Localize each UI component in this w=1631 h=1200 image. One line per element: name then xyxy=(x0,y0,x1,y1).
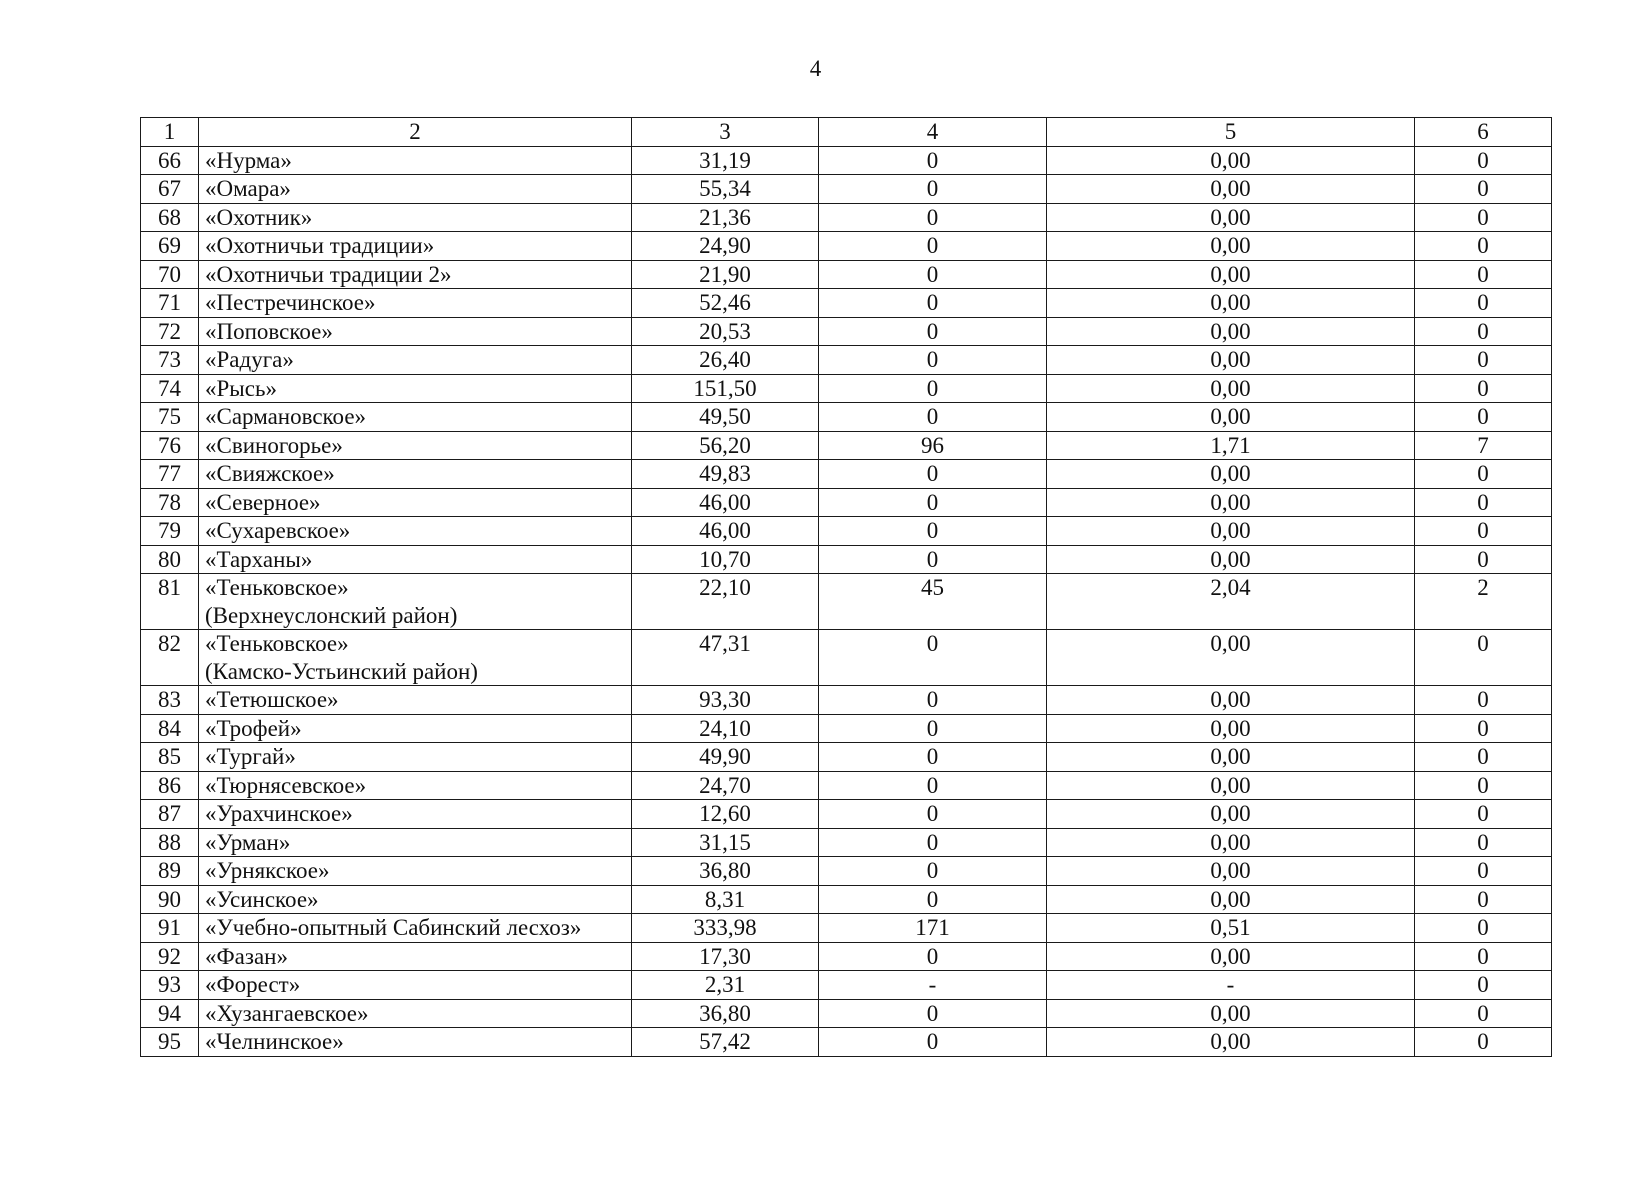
col3-cell: 31,15 xyxy=(632,828,819,857)
row-number-cell: 74 xyxy=(141,374,199,403)
name-cell xyxy=(199,289,632,318)
col6-cell: 0 xyxy=(1415,374,1552,403)
col6-cell: 0 xyxy=(1415,317,1552,346)
table-row xyxy=(141,800,1552,829)
row-number-cell: 87 xyxy=(141,800,199,829)
table-row xyxy=(141,431,1552,460)
table-row xyxy=(141,1028,1552,1057)
name-cell xyxy=(199,403,632,432)
name-line: «Охотничьи традиции 2» xyxy=(205,261,452,287)
col5-cell: 0,00 xyxy=(1047,828,1415,857)
col4-cell: 0 xyxy=(819,517,1047,546)
name-cell xyxy=(199,374,632,403)
row-number-cell: 94 xyxy=(141,999,199,1028)
col6-cell: 0 xyxy=(1415,203,1552,232)
name-cell xyxy=(199,460,632,489)
col3-cell: 49,83 xyxy=(632,460,819,489)
row-number-cell: 91 xyxy=(141,914,199,943)
row-number-cell: 83 xyxy=(141,686,199,715)
col4-cell: 0 xyxy=(819,942,1047,971)
col4-cell: 0 xyxy=(819,260,1047,289)
name-cell xyxy=(199,800,632,829)
row-number-cell: 78 xyxy=(141,488,199,517)
col3-cell: 10,70 xyxy=(632,545,819,574)
name-cell xyxy=(199,971,632,1000)
row-number-cell: 84 xyxy=(141,714,199,743)
row-number-cell: 72 xyxy=(141,317,199,346)
col4-cell: 0 xyxy=(819,232,1047,261)
col3-cell: 55,34 xyxy=(632,175,819,204)
col3-cell: 57,42 xyxy=(632,1028,819,1057)
name-cell xyxy=(199,1028,632,1057)
row-number-cell: 93 xyxy=(141,971,199,1000)
name-line: «Хузангаевское» xyxy=(205,1000,369,1026)
col4-cell: 0 xyxy=(819,175,1047,204)
table-header-row xyxy=(141,118,1552,147)
col4-cell: 0 xyxy=(819,1028,1047,1057)
name-line: «Фазан» xyxy=(205,943,288,969)
col5-cell: 0,00 xyxy=(1047,403,1415,432)
col6-cell: 0 xyxy=(1415,403,1552,432)
row-number-cell: 80 xyxy=(141,545,199,574)
col5-cell: 0,00 xyxy=(1047,714,1415,743)
col6-cell: 0 xyxy=(1415,289,1552,318)
col4-cell: 0 xyxy=(819,460,1047,489)
col3-cell: 56,20 xyxy=(632,431,819,460)
name-line: «Форест» xyxy=(205,972,301,997)
col3-cell: 24,90 xyxy=(632,232,819,261)
name-line: «Тетюшское» xyxy=(205,687,339,712)
col6-cell: 0 xyxy=(1415,260,1552,289)
col5-cell: 0,00 xyxy=(1047,517,1415,546)
col4-cell: 0 xyxy=(819,346,1047,375)
col5-cell: 0,00 xyxy=(1047,175,1415,204)
row-number-cell: 86 xyxy=(141,771,199,800)
col3-cell: 12,60 xyxy=(632,800,819,829)
table-row xyxy=(141,771,1552,800)
table-row xyxy=(141,289,1552,318)
table-row xyxy=(141,545,1552,574)
table-row xyxy=(141,488,1552,517)
name-line: «Тургай» xyxy=(205,744,296,769)
row-number-cell: 81 xyxy=(141,574,199,630)
header-cell-6: 6 xyxy=(1415,118,1552,147)
row-number-cell: 82 xyxy=(141,630,199,686)
col3-cell: 36,80 xyxy=(632,999,819,1028)
table-row xyxy=(141,203,1552,232)
col6-cell: 0 xyxy=(1415,517,1552,546)
table-row xyxy=(141,885,1552,914)
col4-cell: 0 xyxy=(819,743,1047,772)
row-number-cell: 88 xyxy=(141,828,199,857)
col3-cell: 21,36 xyxy=(632,203,819,232)
name-line: «Пестречинское» xyxy=(205,290,376,315)
col6-cell: 0 xyxy=(1415,942,1552,971)
row-number-cell: 89 xyxy=(141,857,199,886)
col4-cell: 45 xyxy=(819,574,1047,630)
col4-cell: 0 xyxy=(819,403,1047,432)
row-number-cell: 90 xyxy=(141,885,199,914)
col4-cell: 0 xyxy=(819,885,1047,914)
name-line: «Сармановское» xyxy=(205,404,367,429)
name-cell xyxy=(199,942,632,971)
name-cell xyxy=(199,885,632,914)
name-cell xyxy=(199,175,632,204)
col5-cell: 0,00 xyxy=(1047,1028,1415,1057)
col3-cell: 93,30 xyxy=(632,686,819,715)
col5-cell: 0,00 xyxy=(1047,289,1415,318)
table-row xyxy=(141,743,1552,772)
table-row xyxy=(141,175,1552,204)
row-number-cell: 79 xyxy=(141,517,199,546)
name-line: «Сухаревское» xyxy=(205,518,351,543)
col6-cell: 0 xyxy=(1415,971,1552,1000)
header-cell-1: 1 xyxy=(141,118,199,147)
col6-cell: 0 xyxy=(1415,800,1552,829)
table-body xyxy=(141,118,1552,1057)
col5-cell: 0,51 xyxy=(1047,914,1415,943)
col3-cell: 31,19 xyxy=(632,146,819,175)
col5-cell: 0,00 xyxy=(1047,942,1415,971)
row-number-cell: 85 xyxy=(141,743,199,772)
name-line: «Челнинское» xyxy=(205,1029,344,1054)
col5-cell: 0,00 xyxy=(1047,232,1415,261)
table-row xyxy=(141,517,1552,546)
col4-cell: 0 xyxy=(819,771,1047,800)
col3-cell: 17,30 xyxy=(632,942,819,971)
col4-cell: 0 xyxy=(819,488,1047,517)
col3-cell: 24,70 xyxy=(632,771,819,800)
col6-cell: 0 xyxy=(1415,714,1552,743)
row-number-cell: 73 xyxy=(141,346,199,375)
name-cell xyxy=(199,714,632,743)
col5-cell: - xyxy=(1047,971,1415,1000)
col4-cell: 0 xyxy=(819,999,1047,1028)
col6-cell: 0 xyxy=(1415,999,1552,1028)
row-number-cell: 71 xyxy=(141,289,199,318)
col3-cell: 46,00 xyxy=(632,517,819,546)
col5-cell: 0,00 xyxy=(1047,146,1415,175)
col6-cell: 0 xyxy=(1415,686,1552,715)
name-cell xyxy=(199,914,632,943)
table-row xyxy=(141,971,1552,1000)
name-line: «Свияжское» xyxy=(205,461,335,486)
name-cell xyxy=(199,203,632,232)
row-number-cell: 92 xyxy=(141,942,199,971)
table-row xyxy=(141,942,1552,971)
name-cell xyxy=(199,771,632,800)
col6-cell: 0 xyxy=(1415,857,1552,886)
col3-cell: 2,31 xyxy=(632,971,819,1000)
name-cell xyxy=(199,574,632,630)
col3-cell: 333,98 xyxy=(632,914,819,943)
name-cell xyxy=(199,488,632,517)
row-number-cell: 95 xyxy=(141,1028,199,1057)
name-cell xyxy=(199,999,632,1028)
name-line: «Охотничьи традиции» xyxy=(205,233,435,258)
name-cell xyxy=(199,517,632,546)
col6-cell: 2 xyxy=(1415,574,1552,630)
name-line: «Тюрнясевское» xyxy=(205,772,367,798)
col6-cell: 0 xyxy=(1415,743,1552,772)
row-number-cell: 70 xyxy=(141,260,199,289)
col5-cell: 0,00 xyxy=(1047,374,1415,403)
row-number-cell: 76 xyxy=(141,431,199,460)
col5-cell: 0,00 xyxy=(1047,686,1415,715)
col5-cell: 0,00 xyxy=(1047,460,1415,489)
col5-cell: 1,71 xyxy=(1047,431,1415,460)
table-row xyxy=(141,374,1552,403)
col3-cell: 52,46 xyxy=(632,289,819,318)
name-line: «Радуга» xyxy=(205,347,294,372)
col4-cell: 0 xyxy=(819,857,1047,886)
col5-cell: 0,00 xyxy=(1047,488,1415,517)
name-line: «Омара» xyxy=(205,176,291,201)
col3-cell: 151,50 xyxy=(632,374,819,403)
name-cell xyxy=(199,686,632,715)
col5-cell: 0,00 xyxy=(1047,857,1415,886)
table-row xyxy=(141,260,1552,289)
name-cell xyxy=(199,431,632,460)
row-number-cell: 75 xyxy=(141,403,199,432)
name-cell xyxy=(199,857,632,886)
table-row xyxy=(141,828,1552,857)
table-row xyxy=(141,346,1552,375)
col4-cell: 0 xyxy=(819,828,1047,857)
col5-cell: 0,00 xyxy=(1047,346,1415,375)
table-row xyxy=(141,460,1552,489)
name-line: «Урнякское» xyxy=(205,858,330,883)
row-number-cell: 69 xyxy=(141,232,199,261)
col5-cell: 0,00 xyxy=(1047,800,1415,829)
name-line: (Камско-Устьинский район) xyxy=(205,658,478,684)
header-cell-4: 4 xyxy=(819,118,1047,147)
col3-cell: 22,10 xyxy=(632,574,819,630)
name-cell xyxy=(199,346,632,375)
col3-cell: 26,40 xyxy=(632,346,819,375)
header-cell-2: 2 xyxy=(199,118,632,147)
col4-cell: 0 xyxy=(819,146,1047,175)
col6-cell: 0 xyxy=(1415,545,1552,574)
table-row xyxy=(141,914,1552,943)
col4-cell: 0 xyxy=(819,686,1047,715)
col4-cell: 0 xyxy=(819,714,1047,743)
col5-cell: 0,00 xyxy=(1047,317,1415,346)
col5-cell: 0,00 xyxy=(1047,630,1415,686)
page-number: 4 xyxy=(809,56,822,81)
name-cell xyxy=(199,232,632,261)
name-line: «Тарханы» xyxy=(205,546,313,572)
name-line: «Охотник» xyxy=(205,204,313,230)
col4-cell: 0 xyxy=(819,800,1047,829)
name-cell xyxy=(199,260,632,289)
col4-cell: - xyxy=(819,971,1047,1000)
name-cell xyxy=(199,545,632,574)
header-cell-5: 5 xyxy=(1047,118,1415,147)
table-row xyxy=(141,857,1552,886)
table-row xyxy=(141,574,1552,630)
col3-cell: 36,80 xyxy=(632,857,819,886)
table-row xyxy=(141,232,1552,261)
col4-cell: 96 xyxy=(819,431,1047,460)
name-cell xyxy=(199,630,632,686)
col5-cell: 0,00 xyxy=(1047,743,1415,772)
col3-cell: 21,90 xyxy=(632,260,819,289)
table-row xyxy=(141,630,1552,686)
col4-cell: 0 xyxy=(819,317,1047,346)
name-line: «Поповское» xyxy=(205,318,333,344)
col4-cell: 0 xyxy=(819,203,1047,232)
col3-cell: 49,50 xyxy=(632,403,819,432)
col5-cell: 0,00 xyxy=(1047,885,1415,914)
col3-cell: 46,00 xyxy=(632,488,819,517)
col5-cell: 0,00 xyxy=(1047,999,1415,1028)
col6-cell: 0 xyxy=(1415,146,1552,175)
col5-cell: 0,00 xyxy=(1047,545,1415,574)
row-number-cell: 68 xyxy=(141,203,199,232)
table-row xyxy=(141,317,1552,346)
col6-cell: 0 xyxy=(1415,346,1552,375)
table-row xyxy=(141,403,1552,432)
col6-cell: 0 xyxy=(1415,460,1552,489)
col4-cell: 171 xyxy=(819,914,1047,943)
col3-cell: 20,53 xyxy=(632,317,819,346)
table-row xyxy=(141,686,1552,715)
row-number-cell: 77 xyxy=(141,460,199,489)
col6-cell: 0 xyxy=(1415,488,1552,517)
table-row xyxy=(141,999,1552,1028)
col6-cell: 0 xyxy=(1415,630,1552,686)
row-number-cell: 67 xyxy=(141,175,199,204)
col6-cell: 0 xyxy=(1415,175,1552,204)
col5-cell: 0,00 xyxy=(1047,771,1415,800)
col3-cell: 49,90 xyxy=(632,743,819,772)
table-row xyxy=(141,714,1552,743)
name-line: (Верхнеуслонский район) xyxy=(205,602,458,628)
col5-cell: 0,00 xyxy=(1047,203,1415,232)
col6-cell: 0 xyxy=(1415,232,1552,261)
name-line: «Урман» xyxy=(205,829,291,855)
name-line: «Учебно-опытный Сабинский лесхоз» xyxy=(205,915,582,940)
col4-cell: 0 xyxy=(819,289,1047,318)
name-line: «Свиногорье» xyxy=(205,432,343,458)
col6-cell: 0 xyxy=(1415,914,1552,943)
name-line: «Рысь» xyxy=(205,375,277,401)
name-line: «Нурма» xyxy=(205,147,292,173)
col3-cell: 47,31 xyxy=(632,630,819,686)
name-line: «Трофей» xyxy=(205,715,302,741)
name-cell xyxy=(199,146,632,175)
name-line: «Усинское» xyxy=(205,886,319,912)
col6-cell: 7 xyxy=(1415,431,1552,460)
col6-cell: 0 xyxy=(1415,771,1552,800)
col3-cell: 24,10 xyxy=(632,714,819,743)
col4-cell: 0 xyxy=(819,545,1047,574)
data-table xyxy=(140,117,1552,1057)
col6-cell: 0 xyxy=(1415,1028,1552,1057)
col4-cell: 0 xyxy=(819,630,1047,686)
name-line: «Теньковское» xyxy=(205,631,349,656)
name-cell xyxy=(199,317,632,346)
name-line: «Урахчинское» xyxy=(205,801,353,826)
header-cell-3: 3 xyxy=(632,118,819,147)
col4-cell: 0 xyxy=(819,374,1047,403)
col6-cell: 0 xyxy=(1415,828,1552,857)
row-number-cell: 66 xyxy=(141,146,199,175)
col6-cell: 0 xyxy=(1415,885,1552,914)
name-line: «Северное» xyxy=(205,489,321,515)
name-line: «Теньковское» xyxy=(205,575,349,600)
table-row xyxy=(141,146,1552,175)
col5-cell: 2,04 xyxy=(1047,574,1415,630)
col3-cell: 8,31 xyxy=(632,885,819,914)
name-cell xyxy=(199,743,632,772)
name-cell xyxy=(199,828,632,857)
col5-cell: 0,00 xyxy=(1047,260,1415,289)
